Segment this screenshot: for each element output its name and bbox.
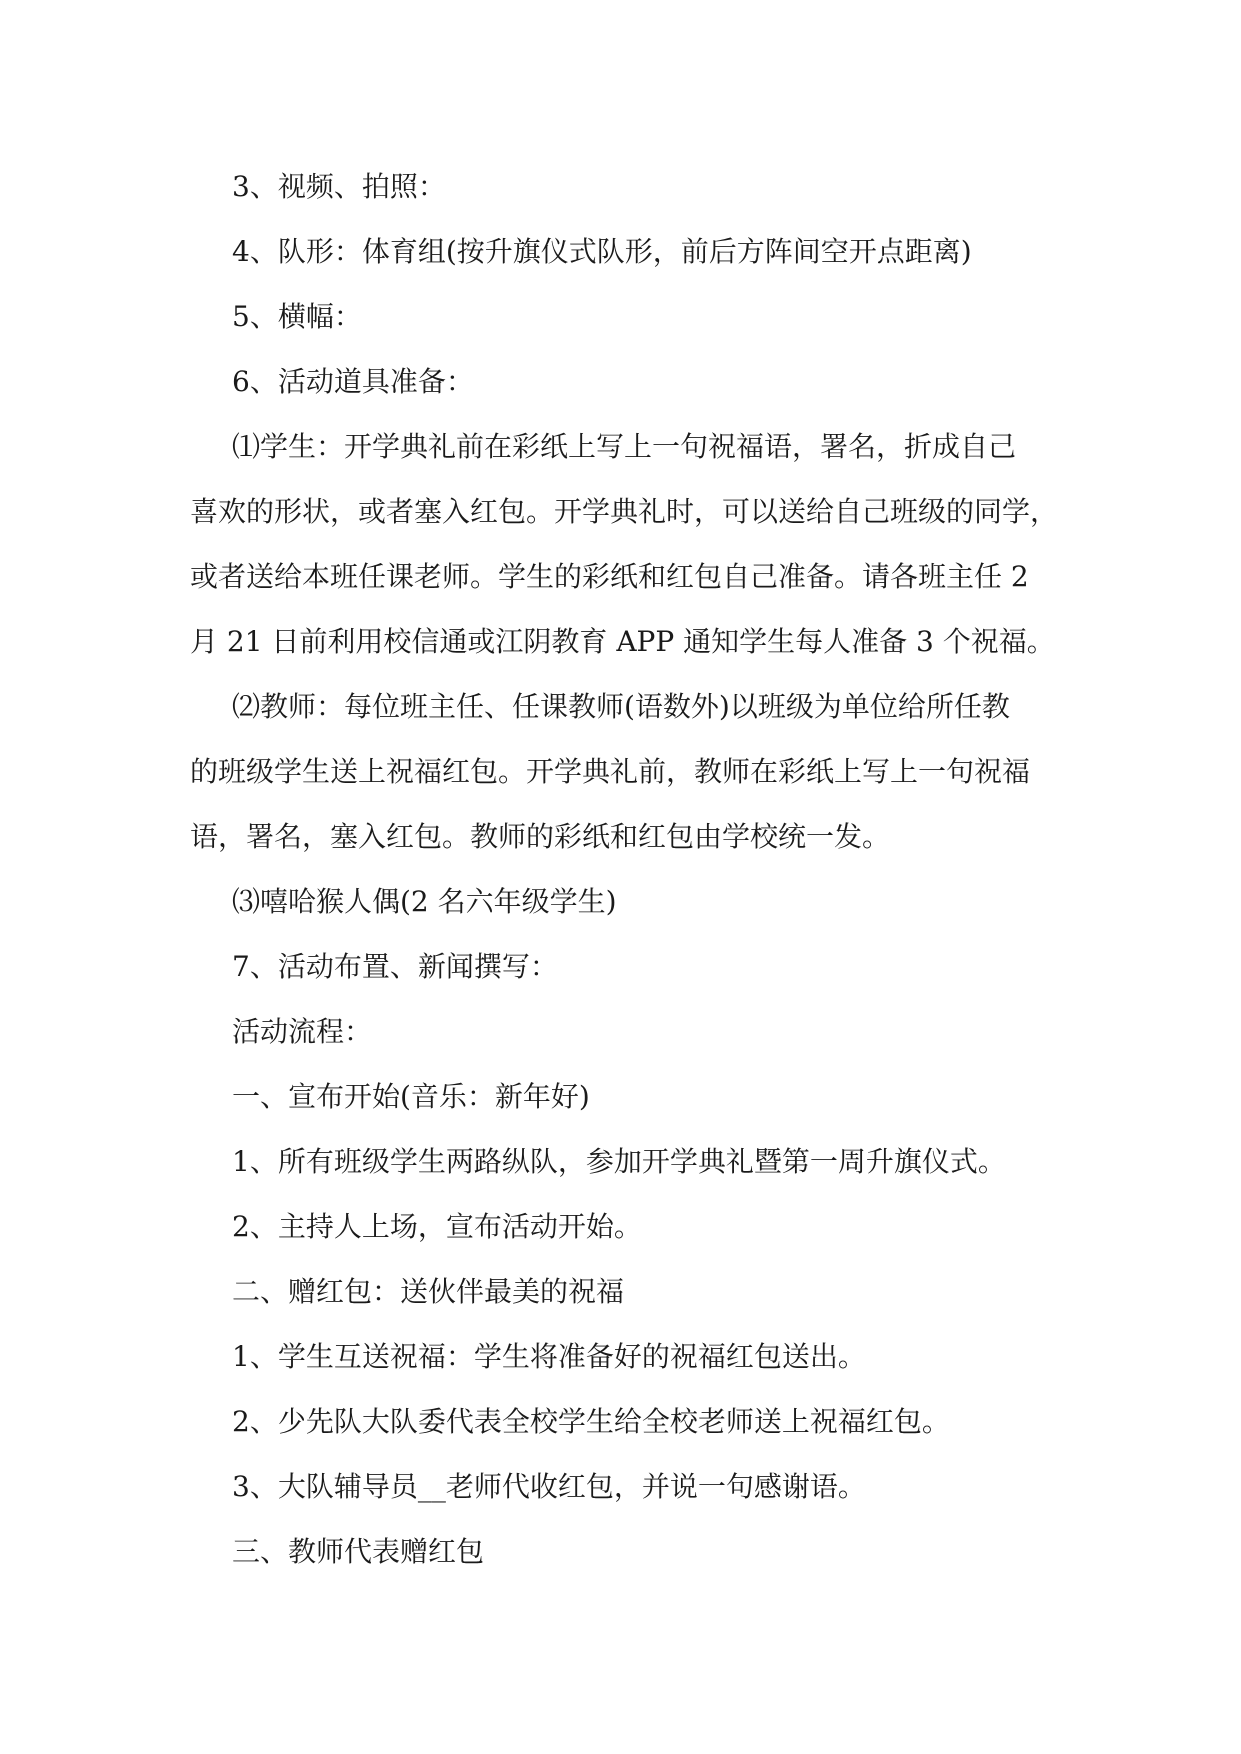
text-line: 1、所有班级学生两路纵队，参加开学典礼暨第一周升旗仪式。	[232, 1145, 1006, 1178]
text-line: 三、教师代表赠红包	[232, 1535, 485, 1568]
text-line: 2、少先队大队委代表全校学生给全校老师送上祝福红包。	[232, 1405, 950, 1438]
text-line: 或者送给本班任课老师。学生的彩纸和红包自己准备。请各班主任 2	[190, 560, 1029, 593]
paragraph	[190, 1064, 1070, 1129]
text-line: 4、队形：体育组(按升旗仪式队形，前后方阵间空开点距离)	[232, 235, 972, 268]
text-line: 7、活动布置、新闻撰写：	[232, 950, 558, 983]
text-line: 1、学生互送祝福：学生将准备好的祝福红包送出。	[232, 1340, 866, 1373]
paragraph	[190, 674, 1070, 869]
text-line: 二、赠红包：送伙伴最美的祝福	[232, 1275, 625, 1308]
text-line: 3、视频、拍照：	[232, 170, 446, 203]
text-line: 2、主持人上场，宣布活动开始。	[232, 1210, 642, 1243]
paragraph	[190, 284, 1070, 349]
text-line: 活动流程：	[232, 1015, 373, 1048]
text-line: 月 21 日前利用校信通或江阴教育 APP 通知学生每人准备 3 个祝福。	[190, 625, 1055, 658]
text-line: 喜欢的形状，或者塞入红包。开学典礼时，可以送给自己班级的同学，	[190, 495, 1059, 528]
document-body	[190, 154, 1070, 1584]
paragraph	[190, 414, 1070, 674]
paragraph	[190, 1129, 1070, 1194]
paragraph	[190, 154, 1070, 219]
text-line: ⑶嘻哈猴人偶(2 名六年级学生)	[232, 885, 617, 918]
paragraph	[190, 1259, 1070, 1324]
text-line: 语，署名，塞入红包。教师的彩纸和红包由学校统一发。	[190, 820, 891, 853]
paragraph	[190, 1454, 1070, 1519]
text-line: 6、活动道具准备：	[232, 365, 474, 398]
paragraph	[190, 934, 1070, 999]
paragraph	[190, 1324, 1070, 1389]
paragraph	[190, 1519, 1070, 1584]
paragraph	[190, 999, 1070, 1064]
text-line: 3、大队辅导员__老师代收红包，并说一句感谢语。	[232, 1470, 866, 1503]
text-line: ⑴学生：开学典礼前在彩纸上写上一句祝福语，署名，折成自己	[232, 430, 1017, 463]
paragraph	[190, 349, 1070, 414]
paragraph	[190, 869, 1070, 934]
paragraph	[190, 1194, 1070, 1259]
text-line: 一、宣布开始(音乐：新年好)	[232, 1080, 590, 1113]
paragraph	[190, 1389, 1070, 1454]
text-line: 5、横幅：	[232, 300, 362, 333]
text-line: ⑵教师：每位班主任、任课教师(语数外)以班级为单位给所任教	[232, 690, 1010, 723]
text-line: 的班级学生送上祝福红包。开学典礼前，教师在彩纸上写上一句祝福	[190, 755, 1031, 788]
paragraph	[190, 219, 1070, 284]
